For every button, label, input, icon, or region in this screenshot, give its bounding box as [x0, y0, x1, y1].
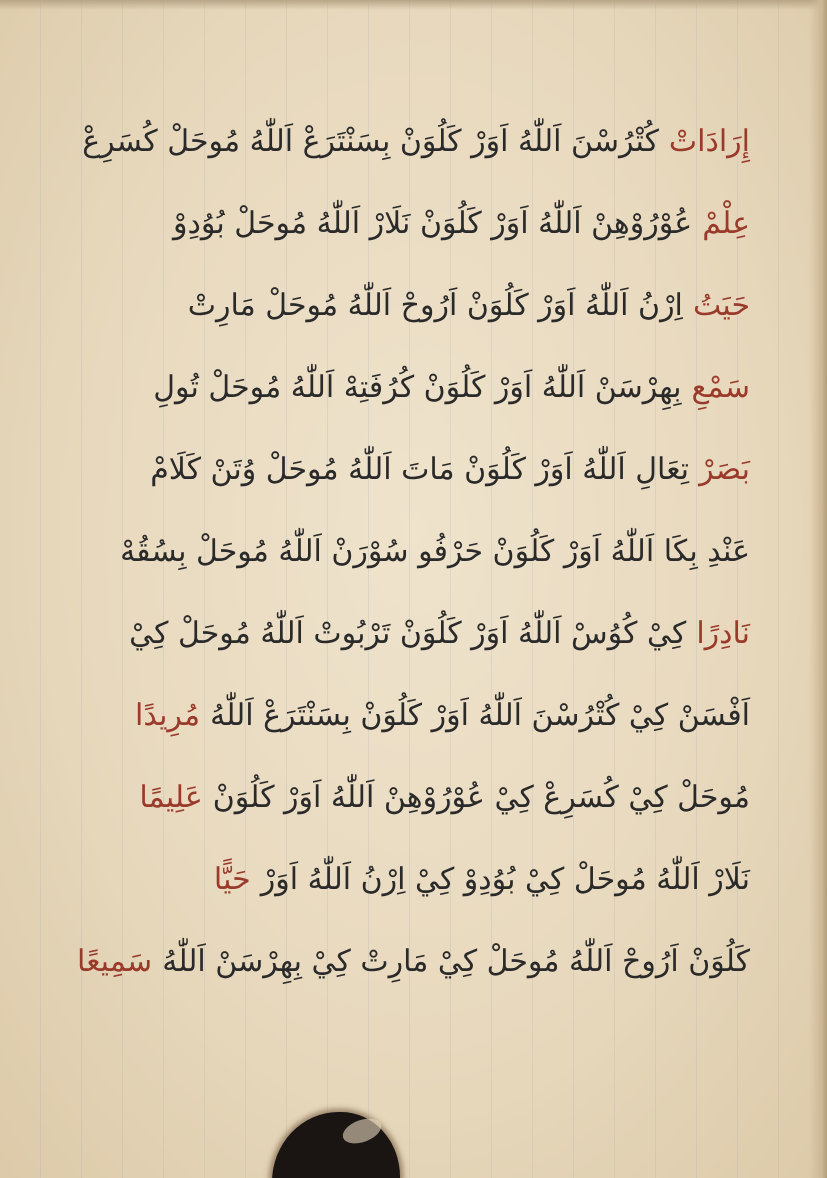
line-text: عُوْرُوْهِنْ اَللّٰهُ اَوَرْ كَلُوَنْ نَلَارْ اَللّٰهُ مُوحَلْ بُوُدِوْ	[173, 205, 693, 241]
rubric-word: بَصَرْ	[699, 451, 750, 487]
rubric-word: مُرِيدًا	[135, 697, 201, 733]
line-text: اِرْنُ اَللّٰهُ اَوَرْ كَلُوَنْ اَرُوحْ اَللّٰهُ مُوحَلْ مَارِتْ	[187, 287, 683, 323]
manuscript-text	[60, 100, 750, 1002]
rubric-word: عَلِيمًا	[139, 779, 203, 815]
line-text: كُتْرُسْنَ اَللّٰهُ اَوَرْ كَلُوَنْ بِسَنْتَرَعْ اَللّٰهُ مُوحَلْ كُسَرِعْ	[82, 123, 659, 159]
line-text: بِهِرْسَنْ اَللّٰهُ اَوَرْ كَلُوَنْ كُرُفَتِهْ اَللّٰهُ مُوحَلْ تُولِ	[153, 369, 682, 405]
text-line-5	[60, 428, 750, 510]
line-text: كِيْ كُوُسْ اَللّٰهُ اَوَرْ كَلُوَنْ تَرْبُوتْ اَللّٰهُ مُوحَلْ كِيْ	[129, 615, 687, 651]
text-line-7	[60, 592, 750, 674]
page-binding-edge	[809, 0, 827, 1178]
rubric-word: حَيًّا	[213, 861, 251, 897]
line-text: اَفْسَنْ كِيْ كُتْرُسْنَ اَللّٰهُ اَوَرْ كَلُوَنْ بِسَنْتَرَعْ اَللّٰهُ	[210, 697, 750, 733]
text-line-8	[60, 674, 750, 756]
text-line-11	[60, 920, 750, 1002]
page-top-edge	[0, 0, 827, 10]
rubric-word: حَيَتُ	[692, 287, 750, 323]
rubric-word: عِلْمْ	[702, 205, 750, 241]
text-line-10	[60, 838, 750, 920]
text-line-3	[60, 264, 750, 346]
burn-hole-damage	[272, 1112, 400, 1178]
text-line-2	[60, 182, 750, 264]
line-text: نَلَارْ اَللّٰهُ مُوحَلْ كِيْ بُوُدِوْ كِيْ اِرْنُ اَللّٰهُ اَوَرْ	[260, 861, 750, 897]
line-text: كَلُوَنْ اَرُوحْ اَللّٰهُ مُوحَلْ كِيْ مَارِتْ كِيْ بِهِرْسَنْ اَللّٰهُ	[162, 943, 750, 979]
line-text: عَنْدِ بِكَا اَللّٰهُ اَوَرْ كَلُوَنْ حَرْفُو سُوْرَنْ اَللّٰهُ مُوحَلْ بِسُقُهْ	[120, 533, 750, 569]
text-line-4	[60, 346, 750, 428]
rubric-word: سَمِيعًا	[77, 943, 153, 979]
rubric-word: سَمْعِ	[691, 369, 750, 405]
rubric-word: نَادِرًا	[696, 615, 750, 651]
text-line-1	[60, 100, 750, 182]
text-line-6	[60, 510, 750, 592]
rubric-word: إِرَادَاتْ	[668, 123, 750, 159]
line-text: تِعَالِ اَللّٰهُ اَوَرْ كَلُوَنْ مَاتَ اَللّٰهُ مُوحَلْ وُتَنْ كَلَامْ	[150, 451, 690, 487]
line-text: مُوحَلْ كِيْ كُسَرِعْ كِيْ عُوْرُوْهِنْ اَللّٰهُ اَوَرْ كَلُوَنْ	[212, 779, 750, 815]
text-line-9	[60, 756, 750, 838]
